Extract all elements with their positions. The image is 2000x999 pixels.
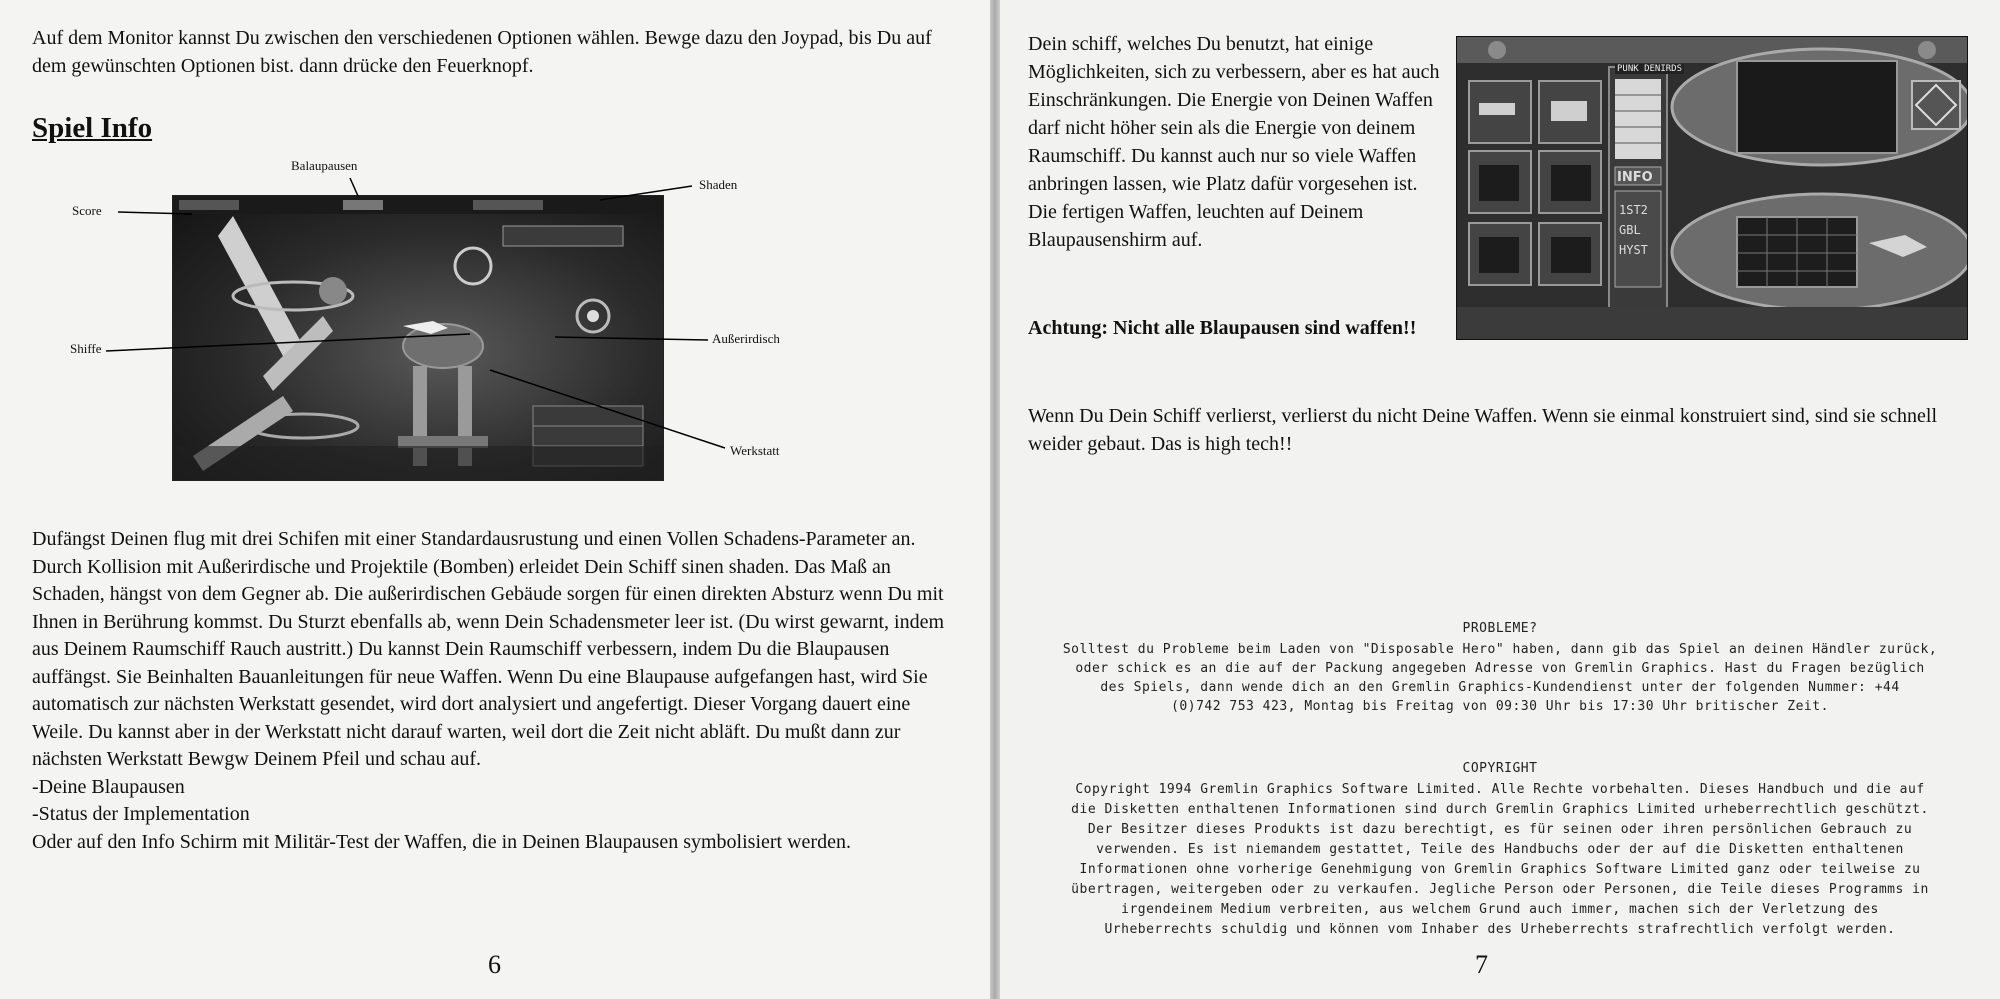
label-shaden: Shaden bbox=[699, 177, 738, 192]
right-page bbox=[1000, 0, 2000, 999]
game-scene-graphic bbox=[173, 196, 663, 480]
copyright-line: die Disketten enthaltenen Informationen sind durch Gremlin Graphics Limited urheberrechtlich geschützt. bbox=[1071, 802, 1929, 817]
probleme-line: (0)742 753 423, Montag bis Freitag von 09:30 Uhr bis 17:30 Uhr britischer Zeit. bbox=[1171, 699, 1829, 714]
page-number: 7 bbox=[1475, 950, 1488, 979]
copyright-line: übertragen, weitergeben oder zu verkaufen. Jegliche Person oder Personen, die Teile dieses Programms in bbox=[1071, 882, 1929, 897]
copyright-line: verwenden. Es ist niemandem gestattet, Teile des Handbuchs oder der auf die Disketten enthaltenen bbox=[1096, 842, 1904, 857]
copyright-title: COPYRIGHT bbox=[1462, 761, 1538, 776]
copyright-line: Informationen ohne vorherige Genehmigung von Gremlin Graphics Software Limited ganz oder teilweise zu bbox=[1079, 862, 1921, 877]
label-shiffe: Shiffe bbox=[70, 341, 102, 356]
game-screenshot bbox=[172, 195, 664, 481]
body-text bbox=[32, 526, 962, 856]
probleme-line: des Spiels, dann wende dich an den Gremlin Graphics-Kundendienst unter der folgenden Nummer: +44 bbox=[1100, 680, 1900, 695]
copyright-line: Copyright 1994 Gremlin Graphics Software Limited. Alle Rechte vorbehalten. Dieses Handbuch und die auf bbox=[1075, 782, 1925, 797]
section-heading: Spiel Info bbox=[32, 112, 153, 144]
copyright-line: Der Besitzer dieses Produkts ist dazu berechtigt, es für seinen oder ihren persönlichen Gebrauch zu bbox=[1087, 822, 1913, 837]
copyright-line: Urheberrechts schuldig und können vom Inhaber des Urheberrechts strafrechtlich verfolgt werden. bbox=[1104, 922, 1896, 937]
label-balaupausen: Balaupausen bbox=[291, 158, 358, 173]
warning-text: Achtung: Nicht alle Blaupausen sind waffen!! bbox=[1028, 317, 1417, 339]
page-number: 6 bbox=[488, 950, 501, 979]
screen-list-item: 1ST2 bbox=[1619, 203, 1648, 217]
intro-paragraph: Auf dem Monitor kannst Du zwischen den verschiedenen Optionen wählen. Bewge dazu den Joypad, bis Du auf dem gewünschten Optionen bist. dann drücke den Feuerknopf. bbox=[32, 27, 932, 77]
screen-list-item: GBL bbox=[1619, 223, 1641, 237]
list-item: -Status der Implementation bbox=[32, 803, 250, 825]
screen-info-label: INFO bbox=[1617, 170, 1653, 185]
left-page bbox=[0, 0, 990, 999]
copyright-line: irgendeinem Medium verbreiten, aus welchem Grund auch immer, machen sich der Verletzung des bbox=[1121, 902, 1879, 917]
body-paragraph: Dufängst Deinen flug mit drei Schifen mit einer Standardausrustung und einen Vollen Schadens-Parameter an. Durch Kollision mit Außerirdische und Projektile (Bomben) erleidet Dein Schiff sinen shaden. Das Maß an Schaden, hängst von dem Gegner ab. Die außerirdischen Gebäude sorgen für einen direkten Absturz wenn Du mit Ihnen in Berührung kommst. Du Sturzt ebenfalls ab, wenn Dein Schadensmeter leer ist. (Du wirst gewarnt, indem aus Deinem Raumschiff Rauch austritt.) Du kannst Dein Raumschiff verbessern, indem Du die Blaupausen auffängst. Sie Beinhalten Bauanleitungen für neue Waffen. Wenn Du eine Blaupause aufgefangen hast, wird Sie automatisch zur nächsten Werkstatt gesendet, wird dort analysiert und angefertigt. Dieser Vorgang dauert eine Weile. Du kannst aber in der Werkstatt nicht darauf warten, weil dort die Zeit nicht abläft. Du mußt dann zur nächsten Werkstatt Bewgw Deinem Pfeil und schau auf. bbox=[32, 528, 945, 770]
probleme-line: Solltest du Probleme beim Laden von "Disposable Hero" haben, dann gib das Spiel an deinen Händler zurück, bbox=[1062, 642, 1938, 657]
screen-title-label: PUNK DENIRDS bbox=[1617, 64, 1683, 74]
probleme-line: oder schick es an die auf der Packung angegeben Adresse von Gremlin Graphics. Hast du Fragen bezüglich bbox=[1075, 661, 1925, 676]
label-ausserirdisch: Außerirdisch bbox=[712, 331, 780, 346]
label-score: Score bbox=[72, 203, 102, 218]
blueprint-screen-screenshot bbox=[1456, 36, 1968, 340]
blueprint-screen-graphic bbox=[1457, 37, 1967, 339]
label-werkstatt: Werkstatt bbox=[730, 443, 780, 458]
probleme-title: PROBLEME? bbox=[1462, 621, 1538, 636]
list-item: -Deine Blaupausen bbox=[32, 775, 185, 798]
closing-paragraph: Oder auf den Info Schirm mit Militär-Test der Waffen, die in Deinen Blaupausen symbolisiert werden. bbox=[32, 830, 851, 853]
screen-list-item: HYST bbox=[1619, 243, 1648, 257]
right-intro-paragraph: Dein schiff, welches Du benutzt, hat einige Möglichkeiten, sich zu verbessern, aber es hat auch Einschränkungen. Die Energie von Deinen Waffen darf nicht höher sein als die Energie von deinem Raumschiff. Du kannst auch nur so viele Waffen anbringen lassen, wie Platz dafür vorgesehen ist. Die fertigen Waffen, leuchten auf Deinem Blaupausenshirm auf. bbox=[1028, 33, 1440, 251]
right-paragraph: Wenn Du Dein Schiff verlierst, verlierst du nicht Deine Waffen. Wenn sie einmal konstruiert sind, sind sie schnell weider gebaut. Das is high tech!! bbox=[1028, 405, 1938, 455]
book-spine bbox=[990, 0, 1000, 999]
